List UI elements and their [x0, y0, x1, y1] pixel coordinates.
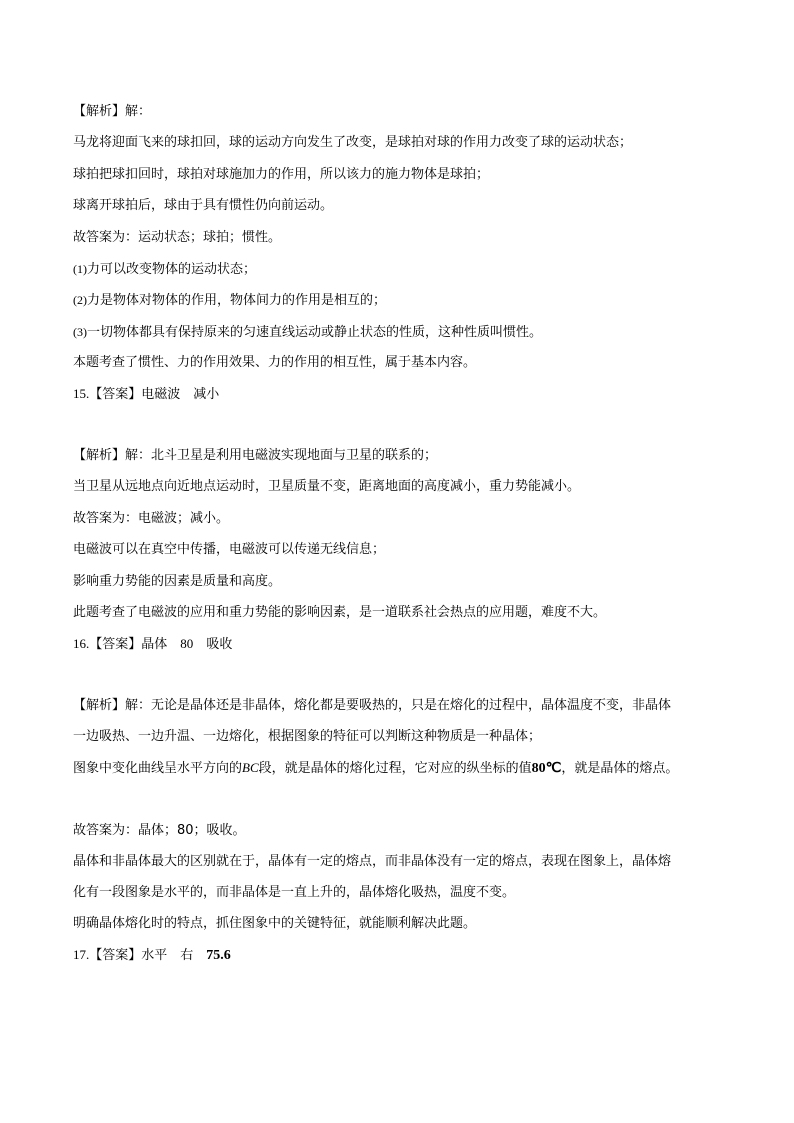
- point-2: (2)力是物体对物体的作用，物体间力的作用是相互的；: [73, 293, 387, 308]
- summary-line: 本题考查了惯性、力的作用效果、力的作用的相互性，属于基本内容。: [73, 355, 477, 370]
- analysis-line: 当卫星从远地点向近地点运动时，卫星质量不变，距离地面的高度减小，重力势能减小。: [73, 479, 581, 494]
- point-3: (3)一切物体都具有保持原来的匀速直线运动或静止状态的性质，这种性质叫惯性。: [73, 325, 543, 340]
- answer-line: 故答案为：电磁波；减小。: [73, 511, 230, 526]
- analysis-line: 球拍把球扣回时，球拍对球施加力的作用，所以该力的施力物体是球拍；: [73, 167, 490, 182]
- analysis-line: 晶体和非晶体最大的区别就在于，晶体有一定的熔点，而非晶体没有一定的熔点，表现在图象上，晶体熔: [73, 854, 672, 869]
- question-17-answer: 17.【答案】水平 右 75.6: [73, 947, 231, 963]
- analysis-line: 【解析】解：北斗卫星是利用电磁波实现地面与卫星的联系的；: [73, 448, 438, 463]
- question-16-answer: 16.【答案】晶体 80 吸收: [73, 636, 233, 652]
- summary-line: 此题考查了电磁波的应用和重力势能的影响因素，是一道联系社会热点的应用题，难度不大。: [73, 605, 607, 620]
- analysis-line: 马龙将迎面飞来的球扣回，球的运动方向发生了改变，是球拍对球的作用力改变了球的运动状态；: [73, 135, 633, 150]
- analysis-line: 影响重力势能的因素是质量和高度。: [73, 574, 282, 589]
- analysis-line: 一边吸热、一边升温、一边熔化，根据图象的特征可以判断这种物质是一种晶体；: [73, 729, 542, 744]
- answer-line: 故答案为：运动状态；球拍；惯性。: [73, 230, 282, 245]
- answer-line: 故答案为：晶体；80；吸收。: [73, 823, 246, 838]
- point-1: (1)力可以改变物体的运动状态；: [73, 262, 257, 277]
- analysis-line: 电磁波可以在真空中传播，电磁波可以传递无线信息；: [73, 542, 386, 557]
- analysis-line: 【解析】解：无论是晶体还是非晶体，熔化都是要吸热的，只是在熔化的过程中，晶体温度不变，非晶体: [73, 698, 672, 713]
- analysis-header: 【解析】解：: [73, 104, 152, 119]
- summary-line: 明确晶体熔化时的特点，抓住图象中的关键特征，就能顺利解决此题。: [73, 916, 477, 931]
- analysis-line: 图象中变化曲线呈水平方向的BC段，就是晶体的熔化过程，它对应的纵坐标的值80℃，就是晶体的熔点。: [73, 760, 679, 776]
- analysis-line: 球离开球拍后，球由于具有惯性仍向前运动。: [73, 198, 334, 213]
- analysis-line: 化有一段图象是水平的，而非晶体是一直上升的，晶体熔化吸热，温度不变。: [73, 885, 516, 900]
- question-15-answer: 15.【答案】电磁波 减小: [73, 386, 220, 402]
